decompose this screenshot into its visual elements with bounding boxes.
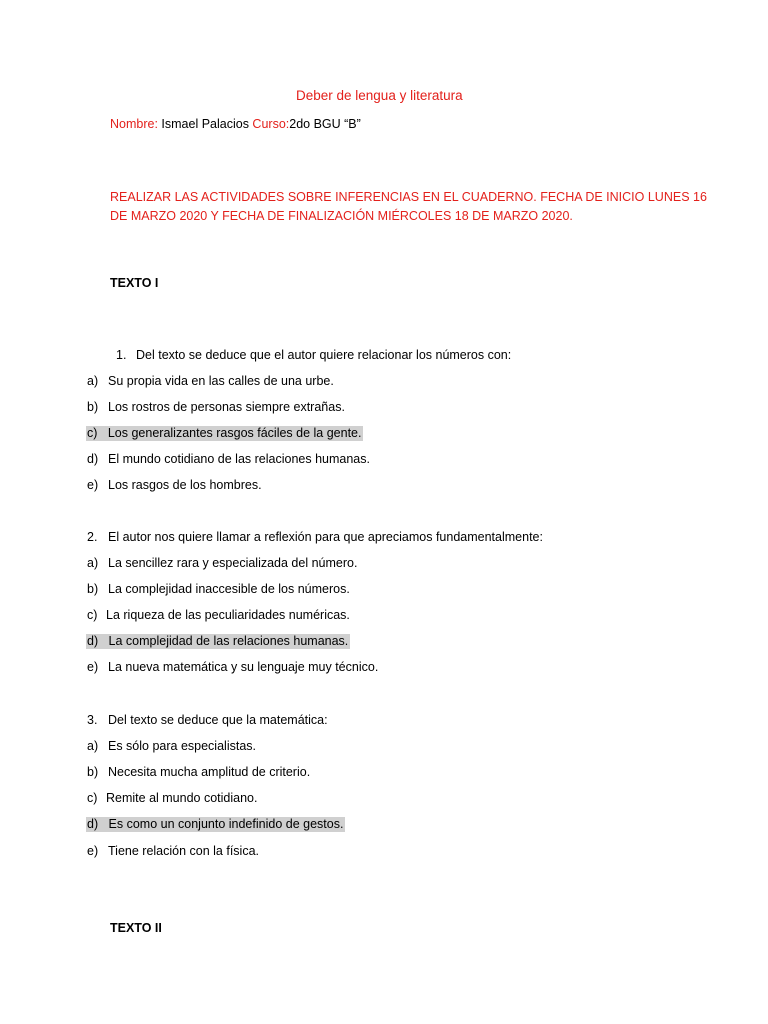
- question-2-option-e-text: La nueva matemática y su lenguaje muy técnico.: [108, 660, 379, 674]
- question-3-text: Del texto se deduce que la matemática:: [108, 713, 328, 727]
- question-1-option-a-text: Su propia vida en las calles de una urbe.: [108, 374, 334, 388]
- question-2-option-a-text: La sencillez rara y especializada del número.: [108, 556, 358, 570]
- section-heading-texto-1: TEXTO I: [110, 276, 159, 290]
- question-2-number: 2.: [87, 530, 98, 544]
- section-heading-texto-2: TEXTO II: [110, 921, 162, 935]
- question-1-option-c-letter: c): [87, 426, 98, 440]
- question-3-option-c-text: Remite al mundo cotidiano.: [106, 791, 258, 805]
- question-3-number: 3.: [87, 713, 98, 727]
- question-3-option-a-text: Es sólo para especialistas.: [108, 739, 256, 753]
- name-value: Ismael Palacios: [157, 117, 253, 131]
- question-2-option-b-text: La complejidad inaccesible de los números.: [108, 582, 350, 596]
- question-3-option-b-letter: b): [87, 765, 99, 779]
- question-2-option-d-highlighted: [86, 634, 350, 649]
- question-1-option-a-letter: a): [87, 374, 99, 388]
- question-2-option-a-letter: a): [87, 556, 99, 570]
- course-value: 2do BGU “B”: [289, 117, 361, 131]
- student-info-line: [110, 117, 361, 132]
- question-1-option-d-text: El mundo cotidiano de las relaciones humanas.: [108, 452, 370, 466]
- question-1-option-e-text: Los rasgos de los hombres.: [108, 478, 262, 492]
- course-label: Curso:: [252, 117, 290, 131]
- question-3-option-a-letter: a): [87, 739, 99, 753]
- question-2-option-d-text: La complejidad de las relaciones humanas.: [108, 634, 349, 648]
- name-label: Nombre:: [110, 117, 158, 131]
- question-2-option-c-text: La riqueza de las peculiaridades numéricas.: [106, 608, 350, 622]
- question-3-option-d-text: Es como un conjunto indefinido de gestos.: [108, 817, 344, 831]
- question-1-option-c-highlighted: [86, 426, 363, 441]
- question-3-option-e-text: Tiene relación con la física.: [108, 844, 260, 858]
- question-2-text: El autor nos quiere llamar a reflexión para que apreciamos fundamentalmente:: [108, 530, 543, 544]
- question-1-option-e-letter: e): [87, 478, 99, 492]
- question-2-option-d-letter: d): [87, 634, 99, 648]
- question-1-number: 1.: [116, 348, 127, 362]
- question-1-option-c-text: Los generalizantes rasgos fáciles de la gente.: [107, 426, 362, 440]
- question-1-text: Del texto se deduce que el autor quiere relacionar los números con:: [136, 348, 512, 362]
- question-2-option-c-letter: c): [87, 608, 98, 622]
- question-3-option-c-letter: c): [87, 791, 98, 805]
- question-2-option-e-letter: e): [87, 660, 99, 674]
- question-1-option-d-letter: d): [87, 452, 99, 466]
- question-1-option-b-letter: b): [87, 400, 99, 414]
- document-title: Deber de lengua y literatura: [296, 88, 463, 103]
- question-2-option-b-letter: b): [87, 582, 99, 596]
- question-3-option-d-letter: d): [87, 817, 99, 831]
- instructions-line-2: DE MARZO 2020 Y FECHA DE FINALIZACIÓN MIÉRCOLES 18 DE MARZO 2020.: [110, 209, 573, 223]
- question-1-option-b-text: Los rostros de personas siempre extrañas.: [108, 400, 345, 414]
- question-3-option-e-letter: e): [87, 844, 99, 858]
- instructions-line-1: REALIZAR LAS ACTIVIDADES SOBRE INFERENCIAS EN EL CUADERNO. FECHA DE INICIO LUNES 16: [110, 190, 707, 204]
- question-3-option-d-highlighted: [86, 817, 345, 832]
- question-3-option-b-text: Necesita mucha amplitud de criterio.: [108, 765, 311, 779]
